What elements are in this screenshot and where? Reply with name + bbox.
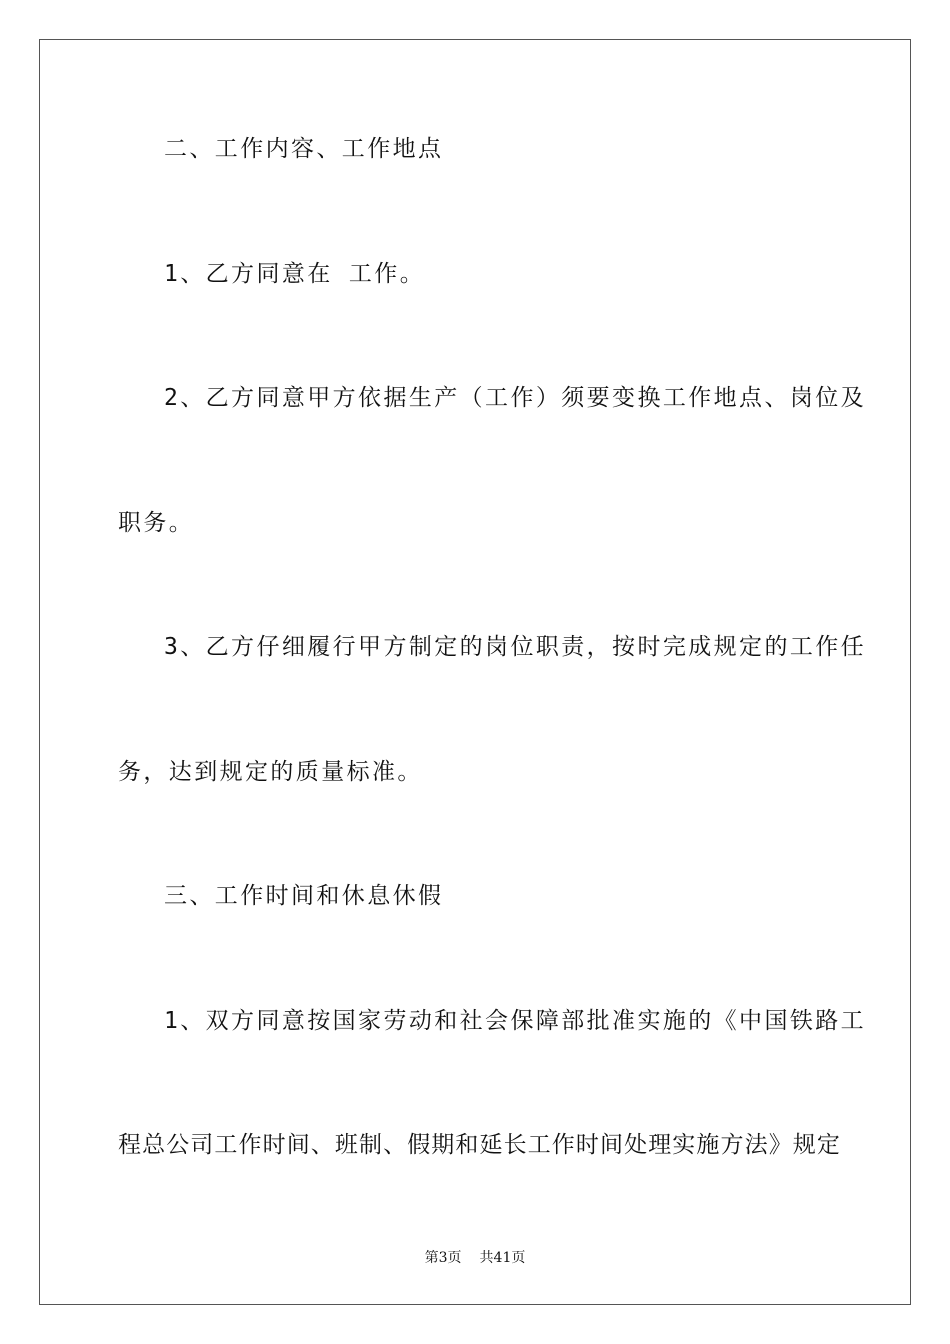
page-footer — [0, 1247, 950, 1267]
paragraph-line: 3、乙方仔细履行甲方制定的岗位职责，按时完成规定的工作任 — [164, 634, 867, 660]
paragraph-line: 2、乙方同意甲方依据生产（工作）须要变换工作地点、岗位及 — [164, 385, 867, 411]
page-total: 共41页 — [479, 1250, 526, 1266]
section-heading-2: 二、工作内容、工作地点 — [164, 136, 444, 162]
paragraph-line: 1、双方同意按国家劳动和社会保障部批准实施的《中国铁路工 — [164, 1008, 867, 1034]
paragraph-line: 1、乙方同意在 工作。 — [164, 261, 426, 287]
paragraph-line: 务，达到规定的质量标准。 — [118, 759, 423, 785]
page-border — [39, 39, 911, 1305]
paragraph-line: 职务。 — [118, 510, 195, 536]
page-number: 第3页 — [424, 1250, 462, 1266]
section-heading-3: 三、工作时间和休息休假 — [164, 883, 444, 909]
paragraph-line: 程总公司工作时间、班制、假期和延长工作时间处理实施方法》规定 — [118, 1132, 841, 1158]
